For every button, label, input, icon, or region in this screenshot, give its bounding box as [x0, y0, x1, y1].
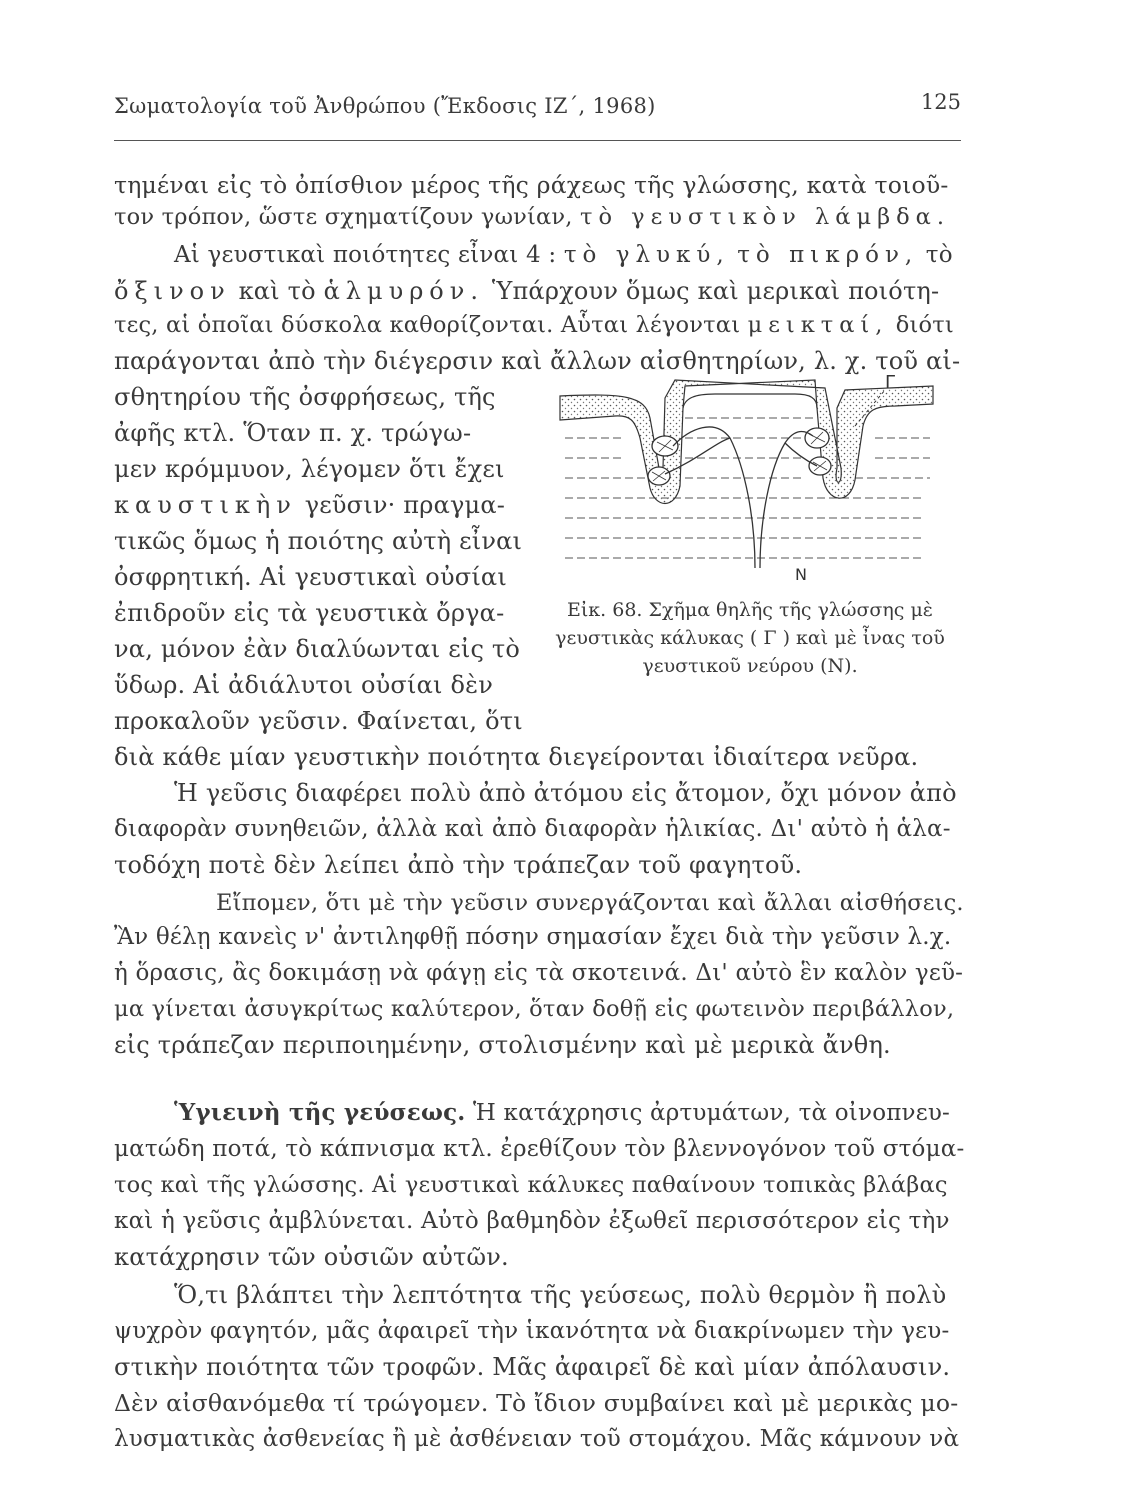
text-line: να, μόνον ἐὰν διαλύωνται εἰς τὸ: [114, 635, 521, 663]
text-line: Ὑγιεινὴ τῆς γεύσεως. Ἡ κατάχρησις ἀρτυμάτων, τὰ οἰνοπνευ-: [174, 1099, 951, 1126]
text-line: μεν κρόμμυον, λέγομεν ὅτι ἔχει: [114, 455, 505, 483]
text-line: λυσματικὰς ἀσθενείας ἢ μὲ ἀσθένειαν τοῦ στομάχου. Μᾶς κάμνουν νὰ: [114, 1426, 960, 1452]
figure-caption-line: γευστικοῦ νεύρου (Ν).: [642, 655, 858, 677]
text-line: Δὲν αἰσθανόμεθα τί τρώγομεν. Τὸ ἴδιον συμβαίνει καὶ μὲ μερικὰς μο-: [114, 1389, 959, 1417]
text-line: Ὅ,τι βλάπτει τὴν λεπτότητα τῆς γεύσεως, πολὺ θερμὸν ἢ πολὺ: [174, 1281, 947, 1309]
text-line: εἰς τράπεζαν περιποιημένην, στολισμένην καὶ μὲ μερικὰ ἄνθη.: [114, 1031, 891, 1059]
text-line: ἐπιδροῦν εἰς τὰ γευστικὰ ὄργα-: [114, 599, 505, 627]
text-line: τικῶς ὅμως ἡ ποιότης αὐτὴ εἶναι: [114, 527, 523, 555]
text-line: μα γίνεται ἀσυγκρίτως καλύτερον, ὅταν δοθῇ εἰς φωτεινὸν περιβάλλον,: [114, 996, 955, 1022]
section-heading: Ὑγιεινὴ τῆς γεύσεως.: [174, 1099, 466, 1126]
text-line: σθητηρίου τῆς ὀσφρήσεως, τῆς: [114, 383, 496, 411]
text-line: τες, αἱ ὁποῖαι δύσκολα καθορίζονται. Αὗται λέγονται μεικταί, διότι: [114, 312, 954, 338]
running-title: Σωματολογία τοῦ Ἀνθρώπου (Ἔκδοσις ΙΖ΄, 1968): [114, 94, 656, 118]
text-line: τοδόχη ποτὲ δὲν λείπει ἀπὸ τὴν τράπεζαν τοῦ φαγητοῦ.: [114, 851, 803, 879]
text-line: Εἴπομεν, ὅτι μὲ τὴν γεῦσιν συνεργάζονται καὶ ἄλλαι αἰσθήσεις.: [216, 890, 964, 916]
text-line: ματώδη ποτά, τὸ κάπνισμα κτλ. ἐρεθίζουν τὸν βλεννογόνον τοῦ στόμα-: [114, 1136, 965, 1162]
text-line: κατάχρησιν τῶν οὐσιῶν αὐτῶν.: [114, 1243, 509, 1271]
papilla-diagram: [555, 368, 940, 583]
text-line: καυστικὴν γεῦσιν· πραγμα-: [114, 491, 506, 519]
label-n: Ν: [795, 565, 807, 583]
text-line: Ἂν θέλῃ κανεὶς ν' ἀντιληφθῇ πόσην σημασίαν ἔχει διὰ τὴν γεῦσιν λ.χ.: [114, 924, 952, 950]
text-line: ἀφῆς κτλ. Ὅταν π. χ. τρώγω-: [114, 419, 472, 447]
figure-caption-line: Εἰκ. 68. Σχῆμα θηλῆς τῆς γλώσσης μὲ: [566, 599, 934, 621]
text-line: Αἱ γευστικαὶ ποιότητες εἶναι 4 : τὸ γλυκύ, τὸ πικρόν, τὸ: [174, 242, 953, 268]
text-line: τημέναι εἰς τὸ ὀπίσθιον μέρος τῆς ράχεως τῆς γλώσσης, κατὰ τοιοῦ-: [114, 171, 949, 199]
label-gamma: Γ: [885, 372, 896, 393]
text-line: παράγονται ἀπὸ τὴν διέγερσιν καὶ ἄλλων αἰσθητηρίων, λ. χ. τοῦ αἰ-: [114, 347, 961, 375]
page-number: 125: [920, 90, 961, 114]
figure-caption-line: γευστικὰς κάλυκας ( Γ ) καὶ μὲ ἶνας τοῦ: [555, 627, 945, 649]
text-line: προκαλοῦν γεῦσιν. Φαίνεται, ὅτι: [114, 707, 523, 735]
text-line: διὰ κάθε μίαν γευστικὴν ποιότητα διεγείρονται ἰδιαίτερα νεῦρα.: [114, 743, 919, 771]
running-header: [114, 90, 961, 130]
text-line: Ἡ γεῦσις διαφέρει πολὺ ἀπὸ ἀτόμου εἰς ἄτομον, ὄχι μόνον ἀπὸ: [174, 779, 957, 807]
nerve-fibres: [665, 427, 817, 568]
papilla-figure: [555, 368, 940, 583]
text-line: καὶ ἡ γεῦσις ἀμβλύνεται. Αὐτὸ βαθμηδὸν ἐξωθεῖ περισσότερον εἰς τὴν: [114, 1208, 950, 1234]
text-line: ὀσφρητική. Αἱ γευστικαὶ οὐσίαι: [114, 563, 507, 591]
header-rule: [114, 140, 961, 141]
text-line: διαφορὰν συνηθειῶν, ἀλλὰ καὶ ἀπὸ διαφορὰν ἡλικίας. Δι' αὐτὸ ἡ ἁλα-: [114, 816, 951, 842]
text-line: στικὴν ποιότητα τῶν τροφῶν. Μᾶς ἀφαιρεῖ δὲ καὶ μίαν ἀπόλαυσιν.: [114, 1353, 951, 1381]
text-line: ψυχρὸν φαγητόν, μᾶς ἀφαιρεῖ τὴν ἱκανότητα νὰ διακρίνωμεν τὴν γευ-: [114, 1318, 950, 1344]
text-line: ὕδωρ. Αἱ ἀδιάλυτοι οὐσίαι δὲν: [114, 671, 493, 699]
text-line: τος καὶ τῆς γλώσσης. Αἱ γευστικαὶ κάλυκες παθαίνουν τοπικὰς βλάβας: [114, 1172, 948, 1198]
text-line: τον τρόπον, ὥστε σχηματίζουν γωνίαν, τὸ γευστικὸν λάμβδα.: [114, 204, 950, 230]
text-line: ἡ ὅρασις, ἂς δοκιμάσῃ νὰ φάγῃ εἰς τὰ σκοτεινά. Δι' αὐτὸ ἓν καλὸν γεῦ-: [114, 960, 964, 986]
tissue-dashes: [565, 418, 930, 558]
text-line: ὄξινον καὶ τὸ ἁλμυρόν. Ὑπάρχουν ὅμως καὶ μερικαὶ ποιότη-: [114, 277, 940, 305]
